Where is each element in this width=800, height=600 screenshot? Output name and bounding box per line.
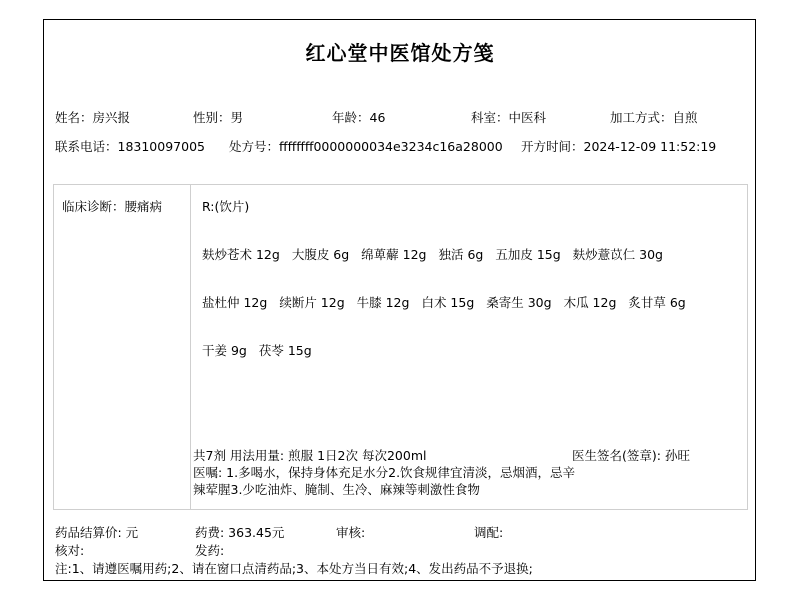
medical-advice: 医嘱: 1.多喝水，保持身体充足水分2.饮食规律宜清淡，忌烟酒，忌辛辣荤腥3.少吃油炸、腌制、生冷、麻辣等刺激性食物 [193,465,576,497]
herb-item: 牛膝 12g [356,295,410,310]
patient-age: 年龄：46 [332,110,386,125]
prescription-divider [190,184,191,510]
processing-method: 加工方式：自煎 [610,110,698,125]
department: 科室：中医科 [471,110,547,125]
rx-header: R:(饮片) [202,199,250,214]
doctor-signature: 医生签名(签章): 孙旺 [572,448,690,463]
herb-item: 麸炒薏苡仁 30g [572,247,663,262]
prescription-number: 处方号：ffffffff0000000034e3234c16a28000 [229,139,503,154]
issue-field: 发药: [195,543,225,558]
herb-item: 独活 6g [438,247,484,262]
herb-item: 大腹皮 6g [291,247,350,262]
herb-item: 炙甘草 6g [628,295,686,310]
herb-item: 盐杜仲 12g [202,295,268,310]
review-field: 审核: [336,525,366,540]
herb-item: 桑寄生 30g [486,295,552,310]
herb-item: 五加皮 15g [495,247,561,262]
page-title: 红心堂中医馆处方笺 [305,41,495,65]
patient-name: 姓名：房兴报 [55,110,131,125]
herb-row-3 [202,341,320,359]
herb-item: 茯苓 15g [258,343,312,358]
herb-item: 白术 15g [421,295,475,310]
drug-fee: 药费: 363.45元 [195,525,285,540]
herb-row-2 [202,293,694,311]
prescription-time: 开方时间：2024-12-09 11:52:19 [521,139,717,154]
herb-row-1 [202,245,671,263]
footer-note: 注:1、请遵医嘱用药;2、请在窗口点清药品;3、本处方当日有效;4、发出药品不予退换; [55,561,533,576]
check-field: 核对: [55,543,85,558]
herb-item: 干姜 9g [202,343,247,358]
usage-dosage: 共7剂 用法用量: 煎服 1日2次 每次200ml [193,448,427,463]
drug-settlement-price: 药品结算价: 元 [55,525,139,540]
herb-item: 续断片 12g [279,295,345,310]
dispense-field: 调配: [474,525,504,540]
herb-item: 木瓜 12g [563,295,617,310]
herb-item: 绵萆薢 12g [361,247,427,262]
contact-phone: 联系电话：18310097005 [55,139,205,154]
clinical-diagnosis: 临床诊断：腰痛病 [62,199,163,214]
patient-gender: 性别：男 [193,110,244,125]
herb-item: 麸炒苍术 12g [202,247,280,262]
